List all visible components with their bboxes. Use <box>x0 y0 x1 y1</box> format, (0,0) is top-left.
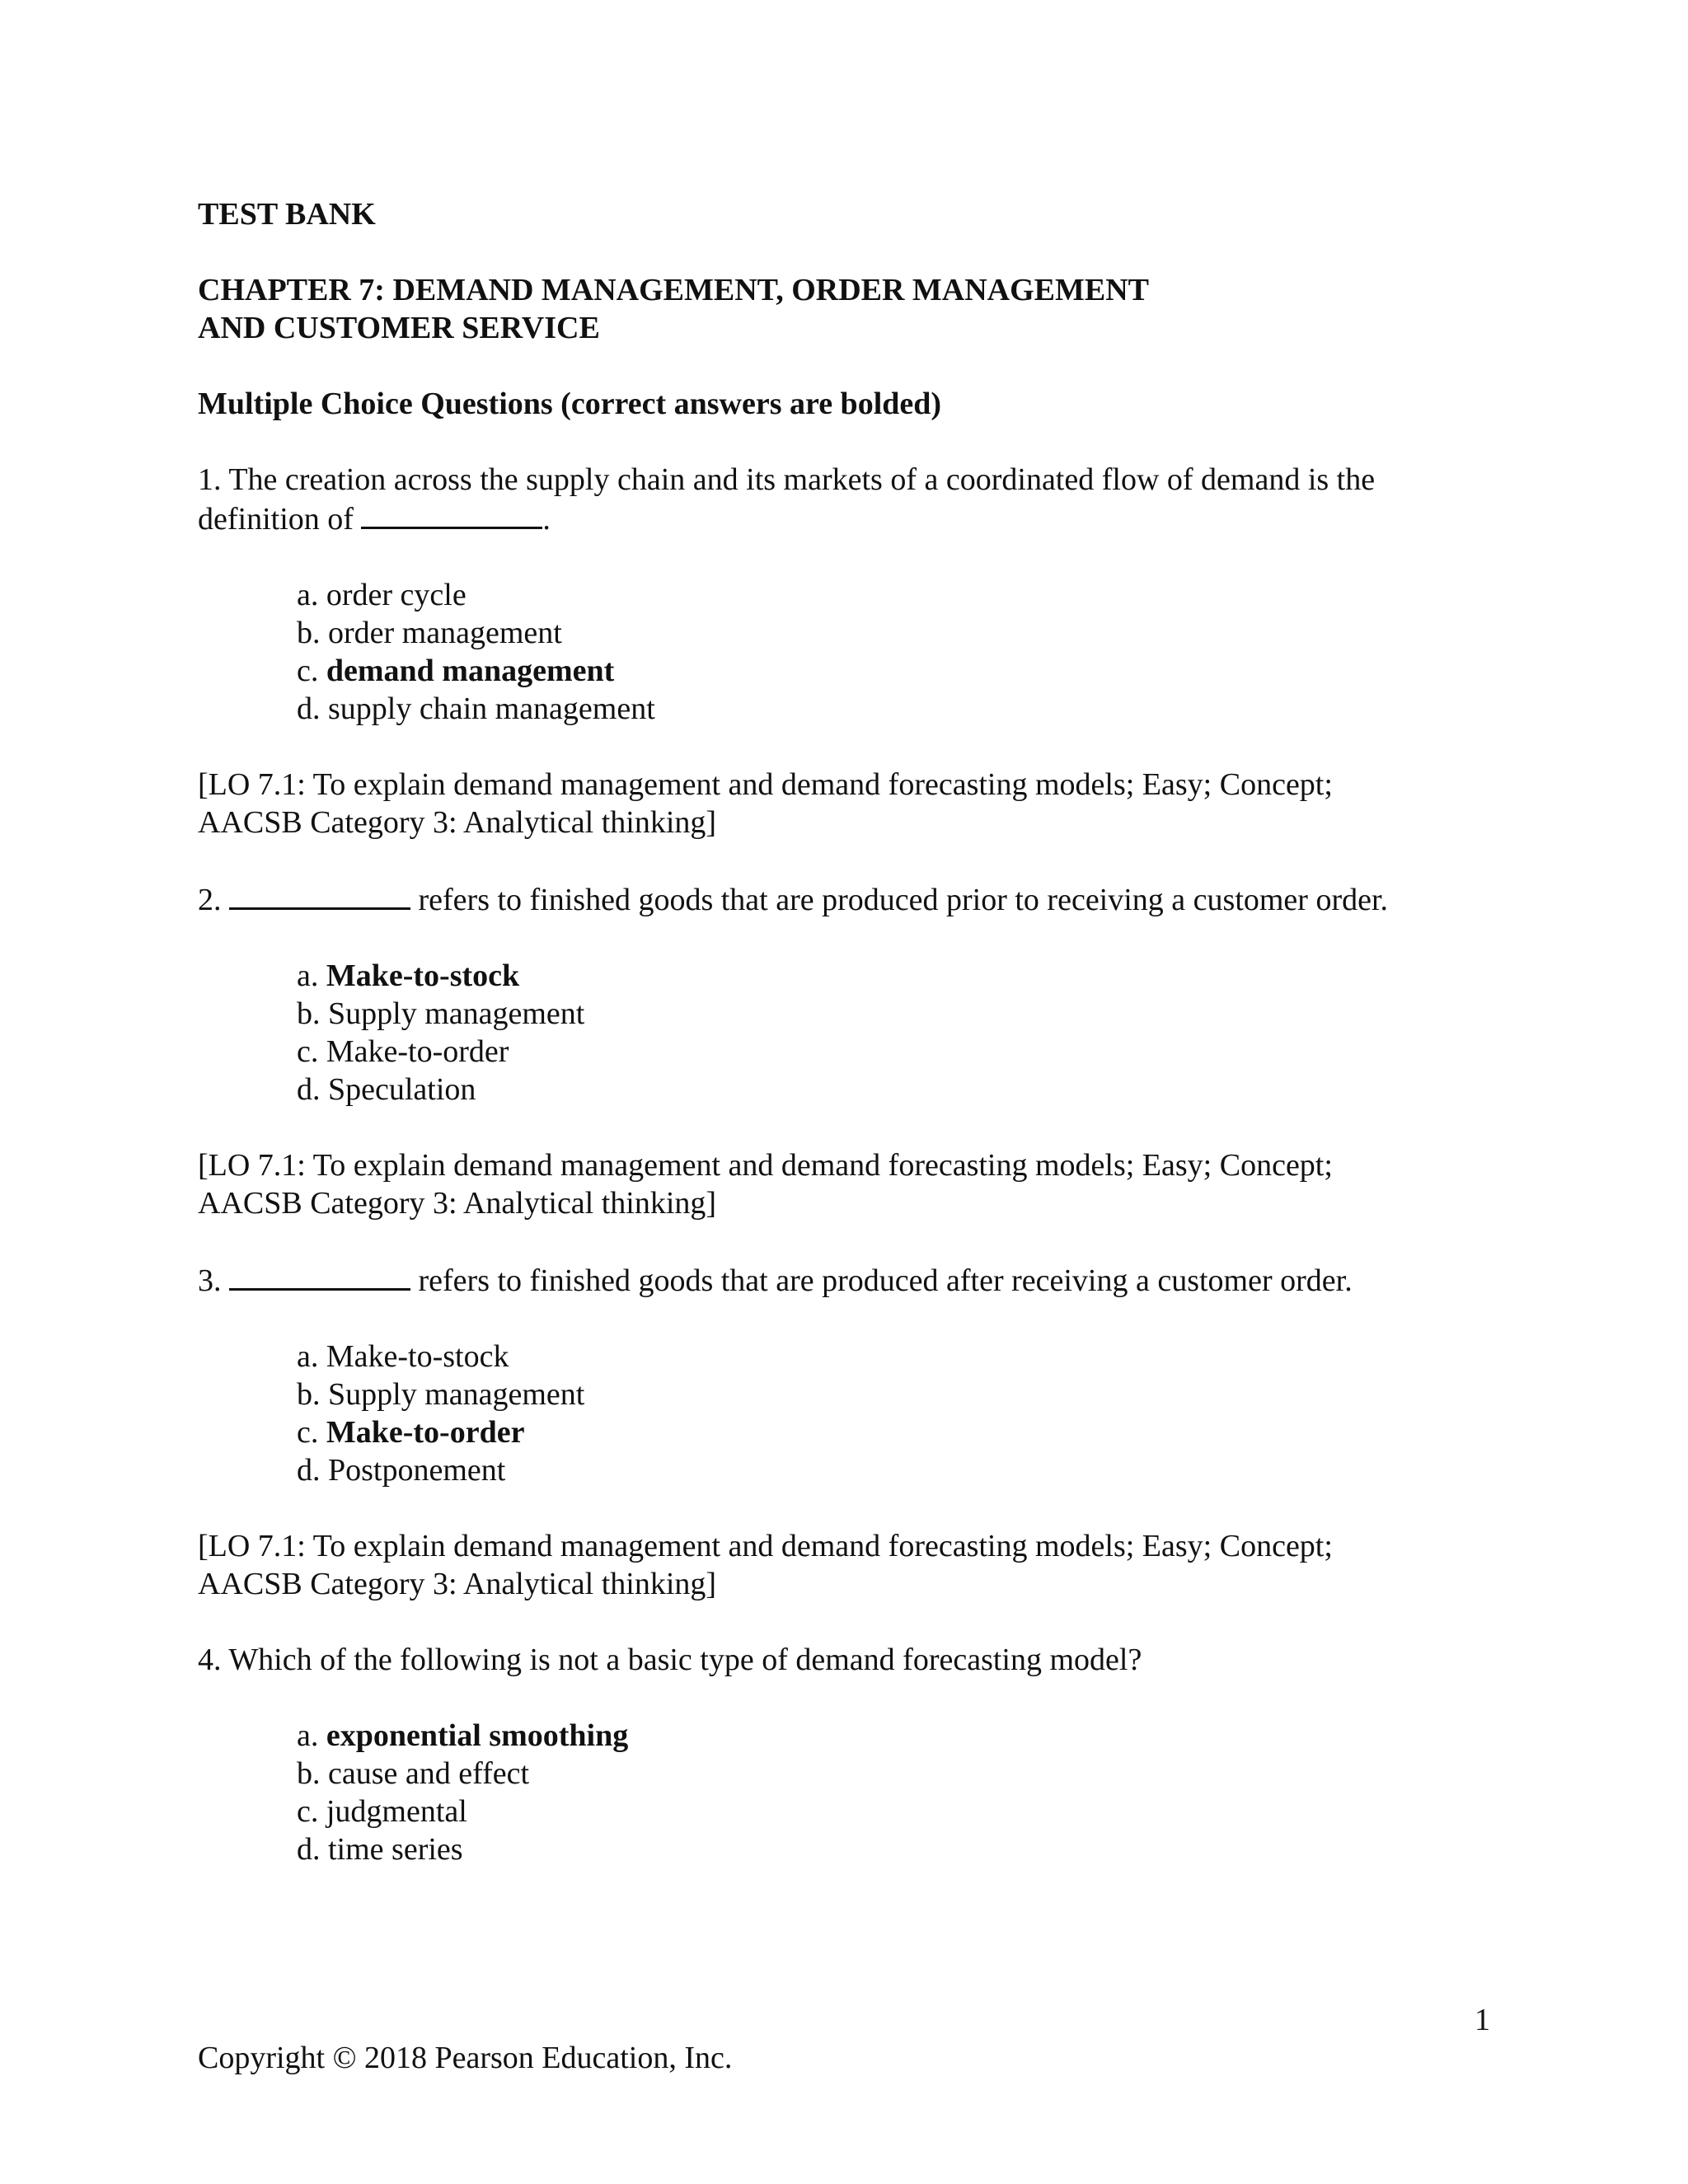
option-prefix: d. <box>297 1453 328 1488</box>
option-prefix: b. <box>297 996 328 1031</box>
question-1-stem-line2-prefix: definition of <box>198 502 362 537</box>
question-1-options <box>297 576 1500 728</box>
option-text: supply chain management <box>328 691 655 726</box>
chapter-title-line1: CHAPTER 7: DEMAND MANAGEMENT, ORDER MANAGEMENT <box>198 273 1150 307</box>
question-4-option-a <box>297 1717 1500 1755</box>
option-prefix: c. <box>297 1034 326 1069</box>
chapter-title-line2: AND CUSTOMER SERVICE <box>198 311 600 345</box>
question-4-option-c <box>297 1793 1500 1830</box>
question-3-option-c <box>297 1413 1500 1451</box>
question-3-options <box>297 1338 1500 1489</box>
question-1-stem-line2 <box>198 499 1500 538</box>
question-2-stem <box>198 879 1500 919</box>
option-text: Postponement <box>328 1453 506 1488</box>
answer-blank <box>361 499 542 529</box>
question-4-option-b <box>297 1755 1500 1793</box>
option-prefix: c. <box>297 654 326 688</box>
question-3-stem <box>198 1260 1500 1300</box>
option-prefix: d. <box>297 1072 328 1107</box>
question-3-lo-line1: [LO 7.1: To explain demand management and demand forecasting models; Easy; Concept; <box>198 1529 1333 1563</box>
option-prefix: b. <box>297 616 328 650</box>
option-text: Make-to-order <box>326 1034 509 1069</box>
question-2-lo-note <box>198 1146 1500 1222</box>
question-1-stem-line1: 1. The creation across the supply chain and its markets of a coordinated flow of demand is the <box>198 462 1376 497</box>
option-text: Supply management <box>328 996 585 1031</box>
option-prefix: c. <box>297 1794 326 1829</box>
option-text: Supply management <box>328 1377 585 1412</box>
option-prefix: a. <box>297 578 326 612</box>
option-text-correct: exponential smoothing <box>326 1718 629 1753</box>
option-text: Make-to-stock <box>326 1339 509 1374</box>
option-text: cause and effect <box>328 1756 530 1791</box>
question-2-option-c <box>297 1033 1500 1071</box>
question-1-lo-line2: AACSB Category 3: Analytical thinking] <box>198 805 717 840</box>
question-2-stem-suffix: refers to finished goods that are produced prior to receiving a customer order. <box>410 883 1389 917</box>
option-text: order cycle <box>326 578 467 612</box>
question-2-option-d <box>297 1071 1500 1108</box>
question-3-stem-prefix: 3. <box>198 1263 229 1298</box>
question-3-lo-note <box>198 1527 1500 1603</box>
document-content <box>198 195 1500 1906</box>
question-3-option-a <box>297 1338 1500 1376</box>
option-text-correct: Make-to-order <box>326 1415 525 1450</box>
question-3-stem-suffix: refers to finished goods that are produced after receiving a customer order. <box>410 1263 1353 1298</box>
question-4-option-d <box>297 1830 1500 1868</box>
question-1-stem <box>198 461 1500 538</box>
option-text: Speculation <box>328 1072 476 1107</box>
question-1-lo-note <box>198 766 1500 841</box>
option-prefix: c. <box>297 1415 326 1450</box>
question-2-options <box>297 957 1500 1108</box>
question-2-lo-line2: AACSB Category 3: Analytical thinking] <box>198 1186 717 1221</box>
question-2-lo-line1: [LO 7.1: To explain demand management and demand forecasting models; Easy; Concept; <box>198 1148 1333 1183</box>
option-text-correct: Make-to-stock <box>326 958 520 993</box>
mcq-heading: Multiple Choice Questions (correct answers are bolded) <box>198 387 942 421</box>
page-number: 1 <box>1475 2003 1490 2037</box>
question-3-lo-line2: AACSB Category 3: Analytical thinking] <box>198 1567 717 1601</box>
copyright-notice: Copyright © 2018 Pearson Education, Inc. <box>198 2041 733 2075</box>
chapter-title <box>198 271 1500 347</box>
option-prefix: a. <box>297 1718 326 1753</box>
option-prefix: d. <box>297 691 328 726</box>
option-prefix: a. <box>297 958 326 993</box>
question-3-option-d <box>297 1451 1500 1489</box>
question-1-option-c <box>297 652 1500 690</box>
option-prefix: a. <box>297 1339 326 1374</box>
question-1-option-b <box>297 614 1500 652</box>
question-1-option-a <box>297 576 1500 614</box>
option-prefix: b. <box>297 1756 328 1791</box>
question-1-option-d <box>297 690 1500 728</box>
question-4-options <box>297 1717 1500 1868</box>
test-bank-title: TEST BANK <box>198 197 376 232</box>
option-text: time series <box>328 1832 463 1867</box>
option-prefix: d. <box>297 1832 328 1867</box>
answer-blank <box>229 879 410 910</box>
option-text-correct: demand management <box>326 654 615 688</box>
option-text: order management <box>328 616 562 650</box>
question-1-lo-line1: [LO 7.1: To explain demand management and demand forecasting models; Easy; Concept; <box>198 767 1333 802</box>
question-1-stem-line2-suffix: . <box>542 502 551 537</box>
question-2-option-b <box>297 995 1500 1033</box>
option-text: judgmental <box>326 1794 467 1829</box>
question-4-stem: 4. Which of the following is not a basic type of demand forecasting model? <box>198 1643 1142 1677</box>
question-3-option-b <box>297 1376 1500 1413</box>
question-2-option-a <box>297 957 1500 995</box>
question-2-stem-prefix: 2. <box>198 883 229 917</box>
option-prefix: b. <box>297 1377 328 1412</box>
answer-blank <box>229 1260 410 1291</box>
